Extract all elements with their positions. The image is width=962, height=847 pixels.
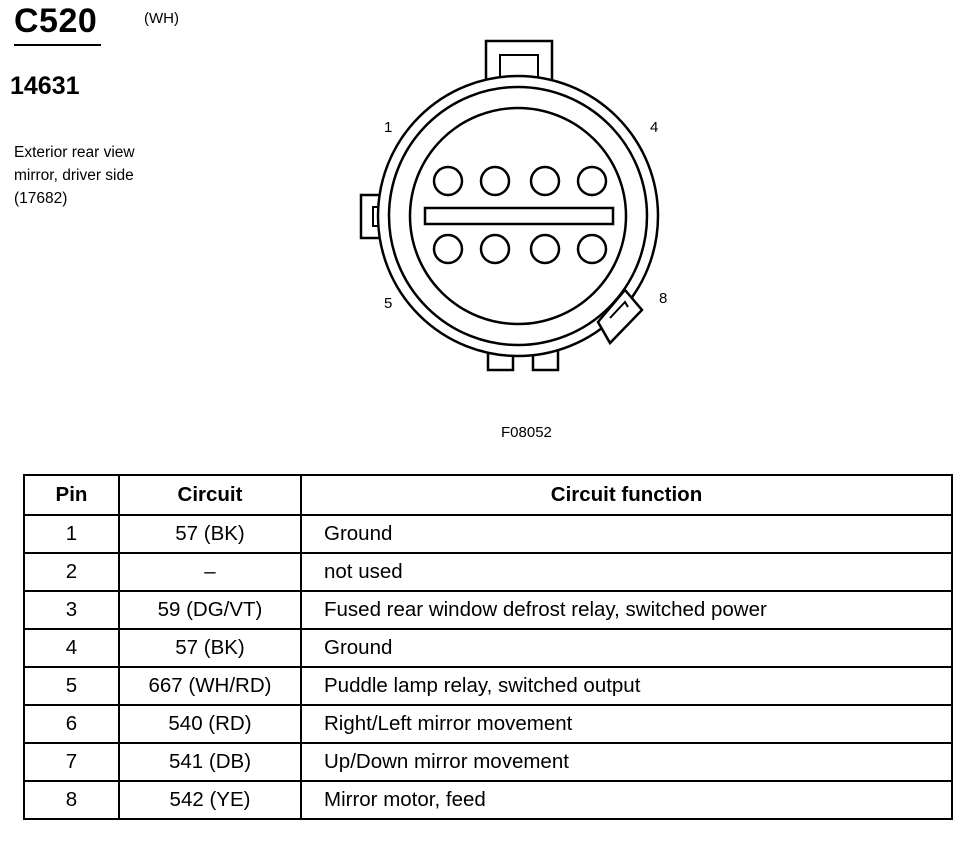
header-circuit-function: Circuit function (301, 475, 952, 515)
pin-cavity-3 (531, 167, 559, 195)
description-line: mirror, driver side (14, 167, 134, 184)
part-number: 14631 (10, 72, 80, 100)
circuit-function: Right/Left mirror movement (301, 705, 952, 743)
pin-label-8: 8 (659, 290, 668, 307)
connector-color-code: (WH) (144, 10, 179, 27)
table-row (24, 667, 952, 705)
circuit-function: Fused rear window defrost relay, switched power (301, 591, 952, 629)
table-header-row (24, 475, 952, 515)
pin-cavity-2 (481, 167, 509, 195)
circuit-code: 541 (DB) (119, 743, 301, 781)
pin-cavity-4 (578, 167, 606, 195)
circuit-code: 57 (BK) (119, 629, 301, 667)
pin-number: 5 (24, 667, 119, 705)
circuit-code: 57 (BK) (119, 515, 301, 553)
pin-label-4: 4 (650, 119, 659, 136)
pin-cavity-6 (481, 235, 509, 263)
header-pin: Pin (24, 475, 119, 515)
circuit-code: 59 (DG/VT) (119, 591, 301, 629)
description-line: Exterior rear view (14, 144, 135, 161)
table-row (24, 705, 952, 743)
circuit-function: Mirror motor, feed (301, 781, 952, 819)
center-bar (425, 208, 613, 224)
table-row (24, 515, 952, 553)
circuit-code: 540 (RD) (119, 705, 301, 743)
pin-label-1: 1 (384, 119, 393, 136)
table-row (24, 553, 952, 591)
pin-cavity-5 (434, 235, 462, 263)
connector-id: C520 (14, 2, 98, 40)
pin-number: 6 (24, 705, 119, 743)
circuit-code: 542 (YE) (119, 781, 301, 819)
circuit-code: – (119, 553, 301, 591)
circuit-code: 667 (WH/RD) (119, 667, 301, 705)
table-row (24, 591, 952, 629)
table-row (24, 781, 952, 819)
table-row (24, 629, 952, 667)
pin-number: 7 (24, 743, 119, 781)
pin-label-5: 5 (384, 295, 393, 312)
connector-id-underline (14, 44, 101, 46)
figure-code: F08052 (501, 424, 552, 441)
circuit-function: Puddle lamp relay, switched output (301, 667, 952, 705)
connector-face-diagram (340, 30, 660, 380)
circuit-function: not used (301, 553, 952, 591)
pin-number: 3 (24, 591, 119, 629)
pin-cavity-1 (434, 167, 462, 195)
table-row (24, 743, 952, 781)
circuit-function: Ground (301, 515, 952, 553)
pin-cavity-7 (531, 235, 559, 263)
pin-cavity-8 (578, 235, 606, 263)
description-line: (17682) (14, 190, 68, 207)
circuit-function: Ground (301, 629, 952, 667)
pinout-table (23, 474, 953, 820)
connector-description (14, 141, 214, 210)
pin-number: 1 (24, 515, 119, 553)
header-circuit: Circuit (119, 475, 301, 515)
pin-number: 2 (24, 553, 119, 591)
circuit-function: Up/Down mirror movement (301, 743, 952, 781)
pin-number: 8 (24, 781, 119, 819)
pin-number: 4 (24, 629, 119, 667)
